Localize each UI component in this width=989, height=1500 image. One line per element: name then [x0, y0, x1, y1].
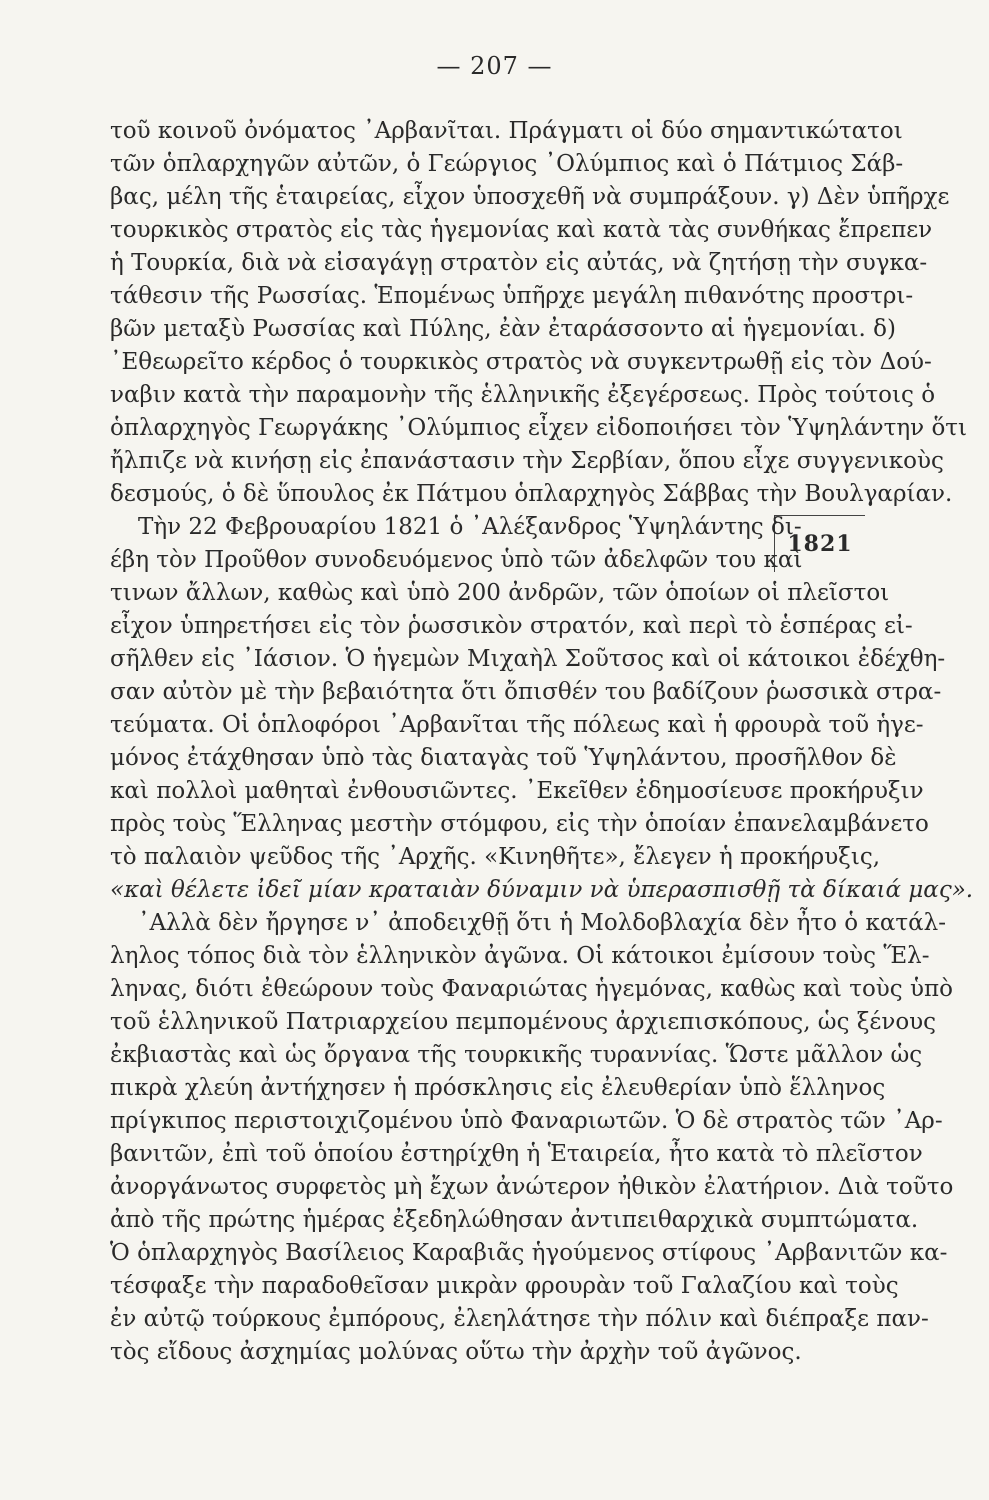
text-line: τεύματα. Οἱ ὁπλοφόροι ᾽Αρβανῖται τῆς πόλεως καὶ ἡ φρουρὰ τοῦ ἡγε- — [110, 712, 924, 738]
text-line: Ὁ ὁπλαρχηγὸς Βασίλειος Καραβιᾶς ἡγούμενος στίφους ᾽Αρβανιτῶν κα- — [110, 1240, 948, 1266]
year-marker: 1821 — [774, 515, 865, 572]
text-line: ληνας, διότι ἐθεώρουν τοὺς Φαναριώτας ἡγεμόνας, καθὼς καὶ τοὺς ὑπὸ — [110, 976, 953, 1002]
text-line: πρίγκιπος περιστοιχιζομένου ὑπὸ Φαναριωτῶν. Ὁ δὲ στρατὸς τῶν ᾽Αρ- — [110, 1108, 943, 1134]
text-line: τοῦ κοινοῦ ὀνόματος ᾽Αρβανῖται. Πράγματι οἱ δύο σημαντικώτατοι — [110, 118, 903, 144]
text-line: τὸς εἴδους ἀσχημίας μολύνας οὕτω τὴν ἀρχὴν τοῦ ἀγῶνος. — [110, 1339, 802, 1365]
text-line: τάθεσιν τῆς Ρωσσίας. Ἑπομένως ὑπῆρχε μεγάλη πιθανότης προστρι- — [110, 283, 914, 309]
text-line: τουρκικὸς στρατὸς εἰς τὰς ἡγεμονίας καὶ κατὰ τὰς συνθήκας ἔπρεπεν — [110, 217, 933, 243]
page-number: — 207 — — [436, 52, 553, 80]
text-line: ὁπλαρχηγὸς Γεωργάκης ᾽Ολύμπιος εἶχεν εἰδοποιήσει τὸν Ὑψηλάντην ὅτι — [110, 415, 968, 441]
text-line: ἡ Τουρκία, διὰ νὰ εἰσαγάγῃ στρατὸν εἰς αὐτάς, νὰ ζητήσῃ τὴν συγκα- — [110, 250, 928, 276]
text-line: ἀπὸ τῆς πρώτης ἡμέρας ἐξεδηλώθησαν ἀντιπειθαρχικὰ συμπτώματα. — [110, 1207, 919, 1233]
text-line: ἐκβιαστὰς καὶ ὡς ὄργανα τῆς τουρκικῆς τυραννίας. Ὥστε μᾶλλον ὡς — [110, 1042, 923, 1068]
text-line: ναβιν κατὰ τὴν παραμονὴν τῆς ἑλληνικῆς ἐξεγέρσεως. Πρὸς τούτοις ὁ — [110, 382, 936, 408]
text-line: ἀνοργάνωτος συρφετὸς μὴ ἔχων ἀνώτερον ἠθικὸν ἐλατήριον. Διὰ τοῦτο — [110, 1174, 954, 1200]
text-line: πικρὰ χλεύη ἀντήχησεν ἡ πρόσκλησις εἰς ἐλευθερίαν ὑπὸ ἕλληνος — [110, 1075, 886, 1101]
text-line: σῆλθεν εἰς ᾽Ιάσιον. Ὁ ἡγεμὼν Μιχαὴλ Σοῦτσος καὶ οἱ κάτοικοι ἐδέχθη- — [110, 646, 946, 672]
text-line: ἤλπιζε νὰ κινήσῃ εἰς ἐπανάστασιν τὴν Σερβίαν, ὅπου εἶχε συγγενικοὺς — [110, 448, 944, 474]
text-line: ἐν αὐτῷ τούρκους ἐμπόρους, ἐλεηλάτησε τὴν πόλιν καὶ διέπραξε παν- — [110, 1306, 929, 1332]
text-line: εἶχον ὑπηρετήσει εἰς τὸν ῥωσσικὸν στρατόν, καὶ περὶ τὸ ἑσπέρας εἰ- — [110, 613, 913, 639]
text-line: καὶ πολλοὶ μαθηταὶ ἐνθουσιῶντες. ᾽Εκεῖθεν ἐδημοσίευσε προκήρυξιν — [110, 778, 924, 804]
text-line: ᾽Εθεωρεῖτο κέρδος ὁ τουρκικὸς στρατὸς νὰ συγκεντρωθῇ εἰς τὸν Δού- — [110, 349, 932, 375]
text-line: σαν αὐτὸν μὲ τὴν βεβαιότητα ὅτι ὄπισθέν του βαδίζουν ῥωσσικὰ στρα- — [110, 679, 942, 705]
text-line: ᾽Αλλὰ δὲν ἤργησε ν᾽ ἀποδειχθῇ ὅτι ἡ Μολδοβλαχία δὲν ἦτο ὁ κατάλ- — [138, 910, 946, 936]
text-line: τῶν ὁπλαρχηγῶν αὐτῶν, ὁ Γεώργιος ᾽Ολύμπιος καὶ ὁ Πάτμιος Σάβ- — [110, 151, 904, 177]
text-line: βανιτῶν, ἐπὶ τοῦ ὁποίου ἐστηρίχθη ἡ Ἑταιρεία, ἦτο κατὰ τὸ πλεῖστον — [110, 1141, 923, 1167]
text-line: βῶν μεταξὺ Ρωσσίας καὶ Πύλης, ἐὰν ἐταράσσοντο αἱ ἡγεμονίαι. δ) — [110, 316, 896, 342]
text-line: τινων ἄλλων, καθὼς καὶ ὑπὸ 200 ἀνδρῶν, τῶν ὁποίων οἱ πλεῖστοι — [110, 580, 890, 606]
text-line: Τὴν 22 Φεβρουαρίου 1821 ὁ ᾽Αλέξανδρος Ὑψηλάντης δι- — [138, 514, 802, 540]
text-line: «καὶ θέλετε ἰδεῖ μίαν κραταιὰν δύναμιν νὰ ὑπερασπισθῇ τὰ δίκαιά μας». — [110, 877, 974, 903]
text-line: πρὸς τοὺς Ἕλληνας μεστὴν στόμφου, εἰς τὴν ὁποίαν ἐπανελαμβάνετο — [110, 811, 929, 837]
text-line: μόνος ἐτάχθησαν ὑπὸ τὰς διαταγὰς τοῦ Ὑψηλάντου, προσῆλθον δὲ — [110, 745, 897, 771]
text-line: βας, μέλη τῆς ἑταιρείας, εἶχον ὑποσχεθῆ νὰ συμπράξουν. γ) Δὲν ὑπῆρχε — [110, 184, 950, 210]
text-line: δεσμούς, ὁ δὲ ὕπουλος ἐκ Πάτμου ὁπλαρχηγὸς Σάββας τὴν Βουλγαρίαν. — [110, 481, 953, 507]
text-line: ληλος τόπος διὰ τὸν ἑλληνικὸν ἀγῶνα. Οἱ κάτοικοι ἐμίσουν τοὺς Ἕλ- — [110, 943, 930, 969]
text-line: τὸ παλαιὸν ψεῦδος τῆς ᾽Αρχῆς. «Κινηθῆτε», ἔλεγεν ἡ προκήρυξις, — [110, 844, 881, 870]
text-line: τοῦ ἑλληνικοῦ Πατριαρχείου πεμπομένους ἀρχιεπισκόπους, ὡς ξένους — [110, 1009, 937, 1035]
text-line: τέσφαξε τὴν παραδοθεῖσαν μικρὰν φρουρὰν τοῦ Γαλαζίου καὶ τοὺς — [110, 1273, 899, 1299]
text-line: έβη τὸν Προῦθον συνοδευόμενος ὑπὸ τῶν ἀδελφῶν του καὶ — [110, 547, 803, 573]
